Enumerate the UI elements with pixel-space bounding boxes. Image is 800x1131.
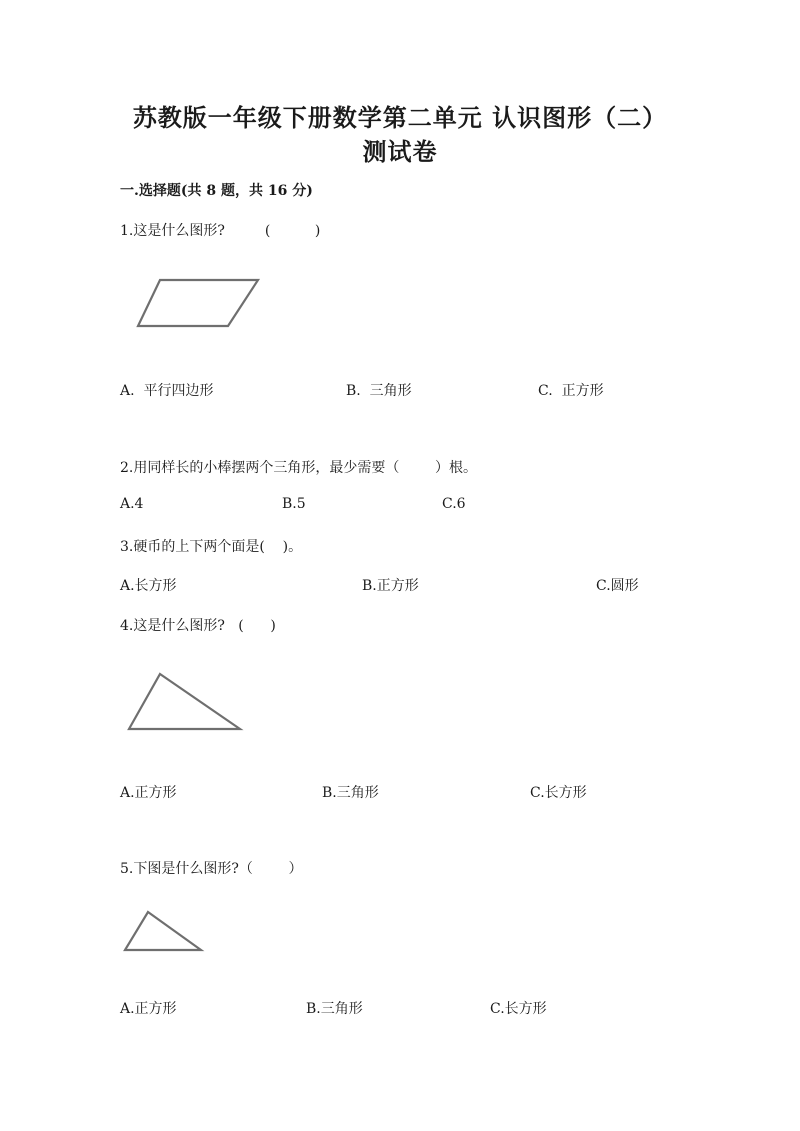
triangle-shape (125, 912, 201, 950)
question-4-triangle-figure (122, 668, 248, 734)
question-2-option-b[interactable]: B.5 (282, 496, 306, 512)
question-1-option-c[interactable]: C. 正方形 (538, 383, 604, 399)
question-5-option-c[interactable]: C.长方形 (490, 1001, 547, 1017)
question-3-option-b[interactable]: B.正方形 (362, 578, 419, 594)
exam-title-line-2: 测试卷 (362, 137, 438, 166)
question-5-option-b[interactable]: B.三角形 (306, 1001, 363, 1017)
question-1-parallelogram-figure (130, 272, 270, 332)
question-3-option-a[interactable]: A.长方形 (120, 578, 177, 594)
parallelogram-shape (138, 280, 258, 326)
question-3-option-c[interactable]: C.圆形 (596, 578, 639, 594)
exam-title-line-1: 苏教版一年级下册数学第二单元 认识图形（二） (132, 103, 668, 132)
question-3-stem: 3.硬币的上下两个面是( )。 (120, 539, 303, 555)
question-5-stem: 5.下图是什么图形?（ ） (120, 861, 303, 877)
question-4-option-a[interactable]: A.正方形 (120, 785, 177, 801)
question-1-stem: 1.这是什么图形? ( ) (120, 223, 321, 239)
question-2-stem: 2.用同样长的小棒摆两个三角形，最少需要（ ）根。 (120, 460, 477, 476)
question-2-option-c[interactable]: C.6 (442, 496, 466, 512)
question-4-stem: 4.这是什么图形? ( ) (120, 618, 276, 634)
question-5-option-a[interactable]: A.正方形 (120, 1001, 177, 1017)
question-1-option-a[interactable]: A. 平行四边形 (120, 383, 214, 399)
question-4-option-c[interactable]: C.长方形 (530, 785, 587, 801)
question-2-option-a[interactable]: A.4 (120, 496, 144, 512)
question-4-option-b[interactable]: B.三角形 (322, 785, 379, 801)
question-1-option-b[interactable]: B. 三角形 (346, 383, 412, 399)
section-heading-multiple-choice: 一.选择题(共 8 题，共 16 分) (120, 183, 313, 199)
triangle-shape (129, 674, 240, 729)
question-5-triangle-figure (120, 908, 206, 956)
